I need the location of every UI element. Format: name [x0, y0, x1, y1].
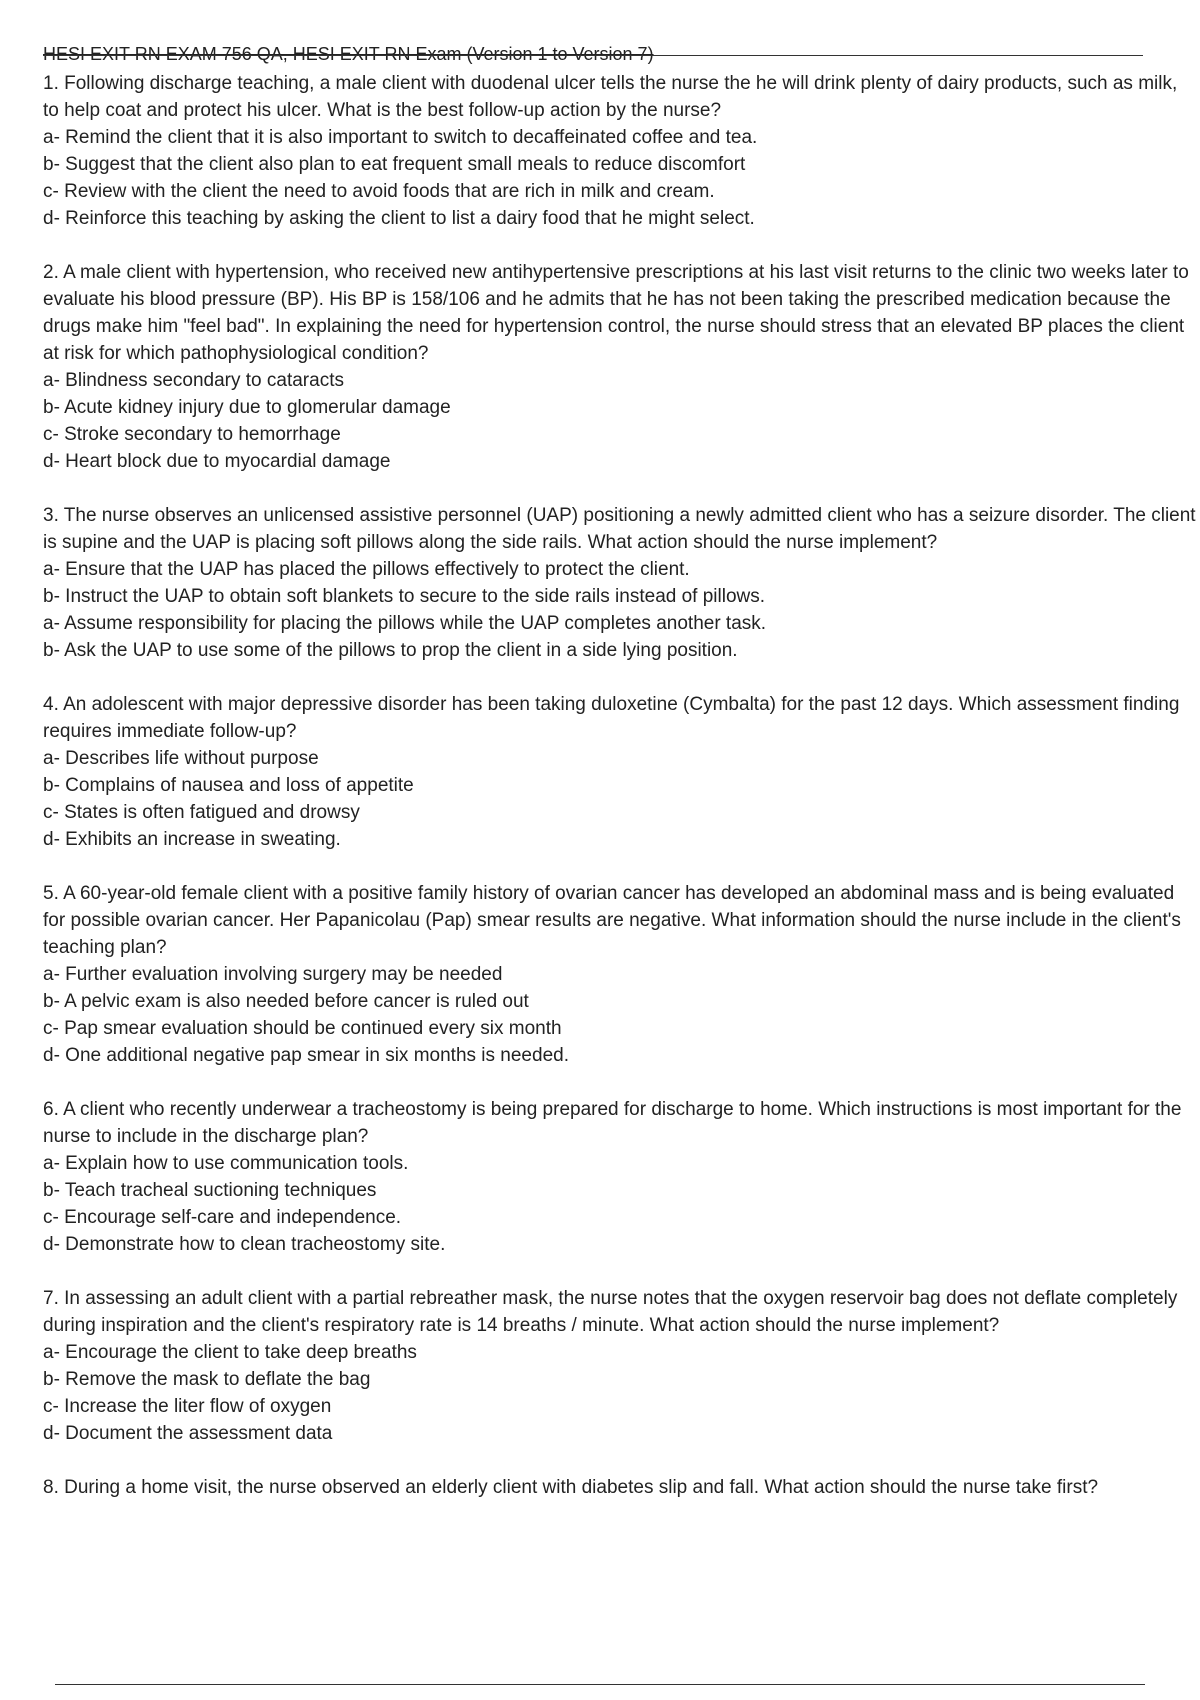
header-divider — [43, 55, 1143, 56]
answer-option: a- Assume responsibility for placing the pillows while the UAP completes another task. — [43, 613, 767, 634]
question-stem: 2. A male client with hypertension, who received new antihypertensive prescriptions at his last visit returns to the clinic two weeks later to evaluate his blood pressure (BP). His BP is 158/106 and he admits that he has not been taking the prescribed medication because the drugs make him "feel bad". In explaining the need for hypertension control, the nurse should stress that an elevated BP places the client at risk for which pathophysiological condition? — [43, 262, 1189, 364]
footer-divider — [55, 1684, 1145, 1685]
question-list — [43, 70, 1198, 1528]
question-1 — [43, 70, 1198, 232]
question-stem: 5. A 60-year-old female client with a positive family history of ovarian cancer has developed an abdominal mass and is being evaluated for possible ovarian cancer. Her Papanicolau (Pap) smear results are negative. What information should the nurse include in the client's teaching plan? — [43, 883, 1181, 958]
answer-option: a- Describes life without purpose — [43, 748, 319, 769]
answer-option: d- Document the assessment data — [43, 1423, 333, 1444]
answer-option: a- Ensure that the UAP has placed the pillows effectively to protect the client. — [43, 559, 690, 580]
answer-option: c- Pap smear evaluation should be continued every six month — [43, 1018, 562, 1039]
answer-option: b- Teach tracheal suctioning techniques — [43, 1180, 377, 1201]
answer-options — [43, 124, 1198, 232]
answer-option: c- Encourage self-care and independence. — [43, 1207, 402, 1228]
question-stem: 8. During a home visit, the nurse observed an elderly client with diabetes slip and fall. What action should the nurse take first? — [43, 1477, 1099, 1498]
question-stem: 7. In assessing an adult client with a partial rebreather mask, the nurse notes that the oxygen reservoir bag does not deflate completely during inspiration and the client's respiratory rate is 14 breaths / minute. What action should the nurse implement? — [43, 1288, 1178, 1336]
answer-options — [43, 367, 1198, 475]
answer-option: b- Remove the mask to deflate the bag — [43, 1369, 371, 1390]
question-5 — [43, 880, 1198, 1069]
answer-option: a- Encourage the client to take deep breaths — [43, 1342, 417, 1363]
answer-option: c- States is often fatigued and drowsy — [43, 802, 360, 823]
answer-option: b- Instruct the UAP to obtain soft blankets to secure to the side rails instead of pillows. — [43, 586, 766, 607]
answer-option: b- A pelvic exam is also needed before cancer is ruled out — [43, 991, 529, 1012]
answer-option: b- Suggest that the client also plan to eat frequent small meals to reduce discomfort — [43, 154, 746, 175]
answer-option: d- Exhibits an increase in sweating. — [43, 829, 341, 850]
answer-options — [43, 745, 1198, 853]
answer-option: c- Increase the liter flow of oxygen — [43, 1396, 332, 1417]
answer-option: a- Explain how to use communication tools. — [43, 1153, 409, 1174]
answer-option: a- Remind the client that it is also important to switch to decaffeinated coffee and tea. — [43, 127, 758, 148]
answer-option: b- Ask the UAP to use some of the pillows to prop the client in a side lying position. — [43, 640, 738, 661]
answer-option: b- Acute kidney injury due to glomerular damage — [43, 397, 451, 418]
question-2 — [43, 259, 1198, 475]
question-stem: 3. The nurse observes an unlicensed assistive personnel (UAP) positioning a newly admitted client who has a seizure disorder. The client is supine and the UAP is placing soft pillows along the side rails. What action should the nurse implement? — [43, 505, 1196, 553]
answer-options — [43, 1339, 1198, 1447]
question-stem: 1. Following discharge teaching, a male client with duodenal ulcer tells the nurse the he will drink plenty of dairy products, such as milk, to help coat and protect his ulcer. What is the best follow-up action by the nurse? — [43, 73, 1178, 121]
question-6 — [43, 1096, 1198, 1258]
answer-option: d- Demonstrate how to clean tracheostomy site. — [43, 1234, 446, 1255]
answer-option: d- Reinforce this teaching by asking the client to list a dairy food that he might select. — [43, 208, 755, 229]
question-stem: 4. An adolescent with major depressive disorder has been taking duloxetine (Cymbalta) for the past 12 days. Which assessment finding requires immediate follow-up? — [43, 694, 1180, 742]
answer-option: c- Review with the client the need to avoid foods that are rich in milk and cream. — [43, 181, 715, 202]
question-4 — [43, 691, 1198, 853]
answer-option: b- Complains of nausea and loss of appetite — [43, 775, 414, 796]
question-8 — [43, 1474, 1198, 1501]
answer-option: a- Further evaluation involving surgery may be needed — [43, 964, 503, 985]
question-7 — [43, 1285, 1198, 1447]
answer-option: d- One additional negative pap smear in six months is needed. — [43, 1045, 569, 1066]
question-stem: 6. A client who recently underwear a tracheostomy is being prepared for discharge to home. Which instructions is most important for the nurse to include in the discharge plan? — [43, 1099, 1182, 1147]
answer-options — [43, 961, 1198, 1069]
answer-options — [43, 556, 1198, 664]
document-header: HESI EXIT RN EXAM 756 QA, HESI EXIT RN Exam (Version 1 to Version 7) — [43, 44, 654, 64]
answer-option: d- Heart block due to myocardial damage — [43, 451, 391, 472]
answer-options — [43, 1150, 1198, 1258]
answer-option: a- Blindness secondary to cataracts — [43, 370, 344, 391]
question-3 — [43, 502, 1198, 664]
answer-option: c- Stroke secondary to hemorrhage — [43, 424, 341, 445]
